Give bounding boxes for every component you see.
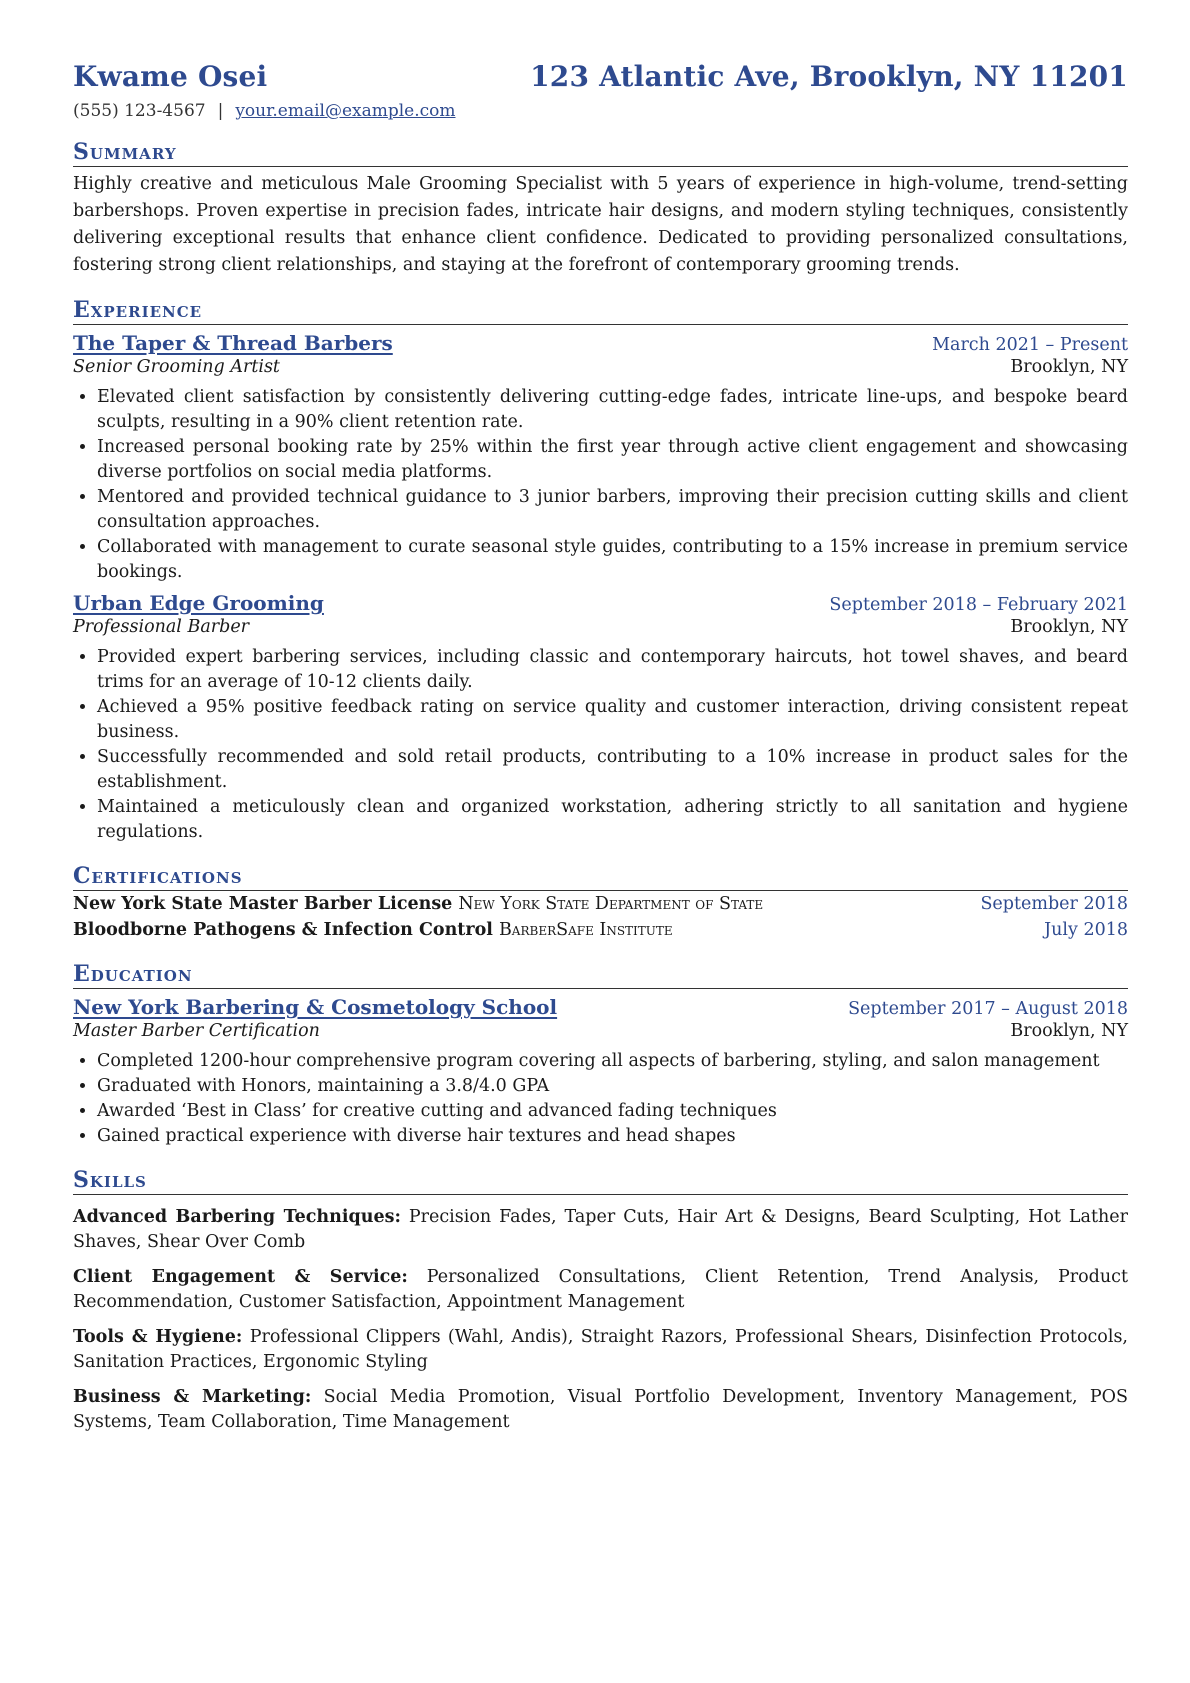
phone: (555) 123-4567 [73,101,206,121]
skill-text: Personalized Consultations, Client Retention, Trend Analysis, Product Recommendation, Customer Satisfaction, Appointment Management [73,1267,1128,1312]
education-bullets [73,1049,1128,1149]
list-item: • Maintained a meticulously clean and organized workstation, adhering strictly to all sanitation and hygiene regulations. [97,795,1128,845]
certification-issuer: BarberSafe Institute [498,920,673,940]
job-entry [73,331,1128,585]
job-role: Senior Grooming Artist [73,357,280,377]
list-item: • Provided expert barbering services, including classic and contemporary haircuts, hot towel shaves, and beard trims for an average of 10-12 clients daily. [97,645,1128,695]
header [73,60,1128,93]
list-item: • Gained practical experience with diverse hair textures and head shapes [97,1124,1128,1149]
company-name[interactable]: The Taper & Thread Barbers [73,331,393,355]
skill-label: Tools & Hygiene: [73,1327,243,1347]
list-item: • Mentored and provided technical guidance to 3 junior barbers, improving their precision cutting skills and client consultation approaches. [97,485,1128,535]
job-bullets [73,385,1128,585]
list-item: • Increased personal booking rate by 25% within the first year through active client engagement and showcasing diverse portfolios on social media platforms. [97,435,1128,485]
address: 123 Atlantic Ave, Brooklyn, NY 11201 [530,60,1128,93]
school-name[interactable]: New York Barbering & Cosmetology School [73,995,558,1019]
skill-group [73,1205,1128,1255]
certification-row [73,891,1128,917]
skill-group [73,1385,1128,1435]
list-item: • Achieved a 95% positive feedback rating on service quality and customer interaction, driving consistent repeat business. [97,695,1128,745]
skill-label: Advanced Barbering Techniques: [73,1207,401,1227]
skill-text: Precision Fades, Taper Cuts, Hair Art & Designs, Beard Sculpting, Hot Lather Shaves, Shear Over Comb [73,1207,1128,1252]
job-dates: March 2021 – Present [932,335,1128,355]
skill-group [73,1265,1128,1315]
section-title-experience: Experience [73,297,1128,325]
summary-section [73,139,1128,279]
skill-label: Business & Marketing: [73,1387,312,1407]
company-name[interactable]: Urban Edge Grooming [73,591,324,615]
job-location: Brooklyn, NY [1010,617,1128,637]
certification-date: September 2018 [980,894,1128,914]
candidate-name: Kwame Osei [73,60,268,93]
section-title-summary: Summary [73,139,1128,167]
skill-text: Social Media Promotion, Visual Portfolio Development, Inventory Management, POS Systems, Team Collaboration, Time Management [73,1387,1129,1432]
section-title-education: Education [73,961,1128,989]
contact-line [73,101,1130,121]
job-entry [73,591,1128,845]
certification-date: July 2018 [1044,920,1128,940]
skill-label: Client Engagement & Service: [73,1267,408,1287]
list-item: • Completed 1200-hour comprehensive program covering all aspects of barbering, styling, and salon management [97,1049,1128,1074]
section-title-skills: Skills [73,1167,1128,1195]
skills-section [73,1167,1128,1435]
list-item: • Successfully recommended and sold retail products, contributing to a 10% increase in product sales for the establishment. [97,745,1128,795]
certification-name: Bloodborne Pathogens & Infection Control [73,920,493,940]
section-title-certifications: Certifications [73,863,1128,891]
education-location: Brooklyn, NY [1010,1021,1128,1041]
certification-name: New York State Master Barber License [73,894,453,914]
skill-group [73,1325,1128,1375]
job-location: Brooklyn, NY [1010,357,1128,377]
list-item: • Graduated with Honors, maintaining a 3.8/4.0 GPA [97,1074,1128,1099]
job-dates: September 2018 – February 2021 [829,595,1128,615]
skill-text: Professional Clippers (Wahl, Andis), Straight Razors, Professional Shears, Disinfection Protocols, Sanitation Practices, Ergonomic Styling [73,1327,1128,1372]
list-item: • Elevated client satisfaction by consistently delivering cutting-edge fades, intricate line-ups, and bespoke beard sculpts, resulting in a 90% client retention rate. [97,385,1128,435]
email-link[interactable]: your.email@example.com [235,101,456,121]
education-dates: September 2017 – August 2018 [848,999,1128,1019]
experience-section [73,297,1128,845]
certifications-section [73,863,1128,943]
certification-issuer: New York State Department of State [458,894,764,914]
list-item: • Collaborated with management to curate seasonal style guides, contributing to a 15% increase in premium service bookings. [97,535,1128,585]
education-section [73,961,1128,1149]
job-bullets [73,645,1128,845]
job-role: Professional Barber [73,617,250,637]
degree: Master Barber Certification [73,1021,320,1041]
contact-separator: | [217,101,224,121]
list-item: • Awarded ‘Best in Class’ for creative cutting and advanced fading techniques [97,1099,1128,1124]
certification-row [73,917,1128,943]
summary-text: Highly creative and meticulous Male Grooming Specialist with 5 years of experience in high-volume, trend-setting barbershops. Proven expertise in precision fades, intricate hair designs, and modern styling techniques, consistently delivering exceptional results that enhance client confidence. Dedicated to providing personalized consultations, fostering strong client relationships, and staying at the forefront of contemporary grooming trends. [73,174,1128,275]
